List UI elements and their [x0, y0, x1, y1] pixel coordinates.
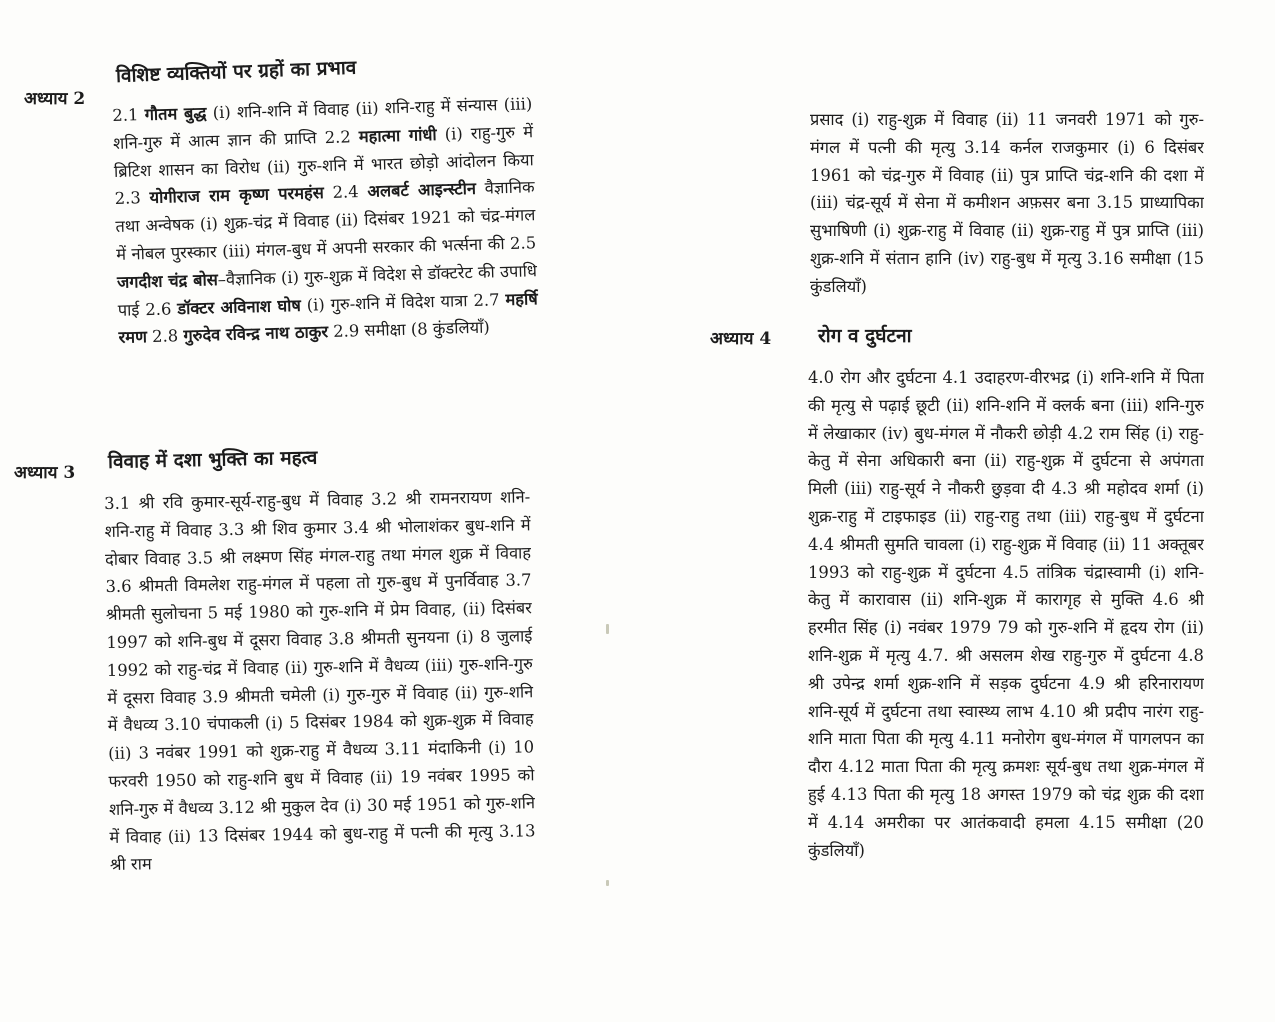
- chapter-4-label: अध्याय 4: [710, 329, 772, 349]
- person-name: अलबर्ट आइन्स्टीन: [367, 179, 477, 202]
- person-name: महर्षि रमण: [118, 288, 538, 348]
- chapter-2-body: [112, 90, 539, 352]
- person-name: जगदीश चंद्र बोस: [116, 269, 219, 292]
- chapter-2-title: विशिष्ट व्यक्तियों पर ग्रहों का प्रभाव: [115, 56, 357, 87]
- chapter-3-body-continued: प्रसाद (i) राहु-शुक्र में विवाह (ii) 11 जनवरी 1971 को गुरु-मंगल में पत्नी की मृत्यु 3.14 कर्नल राजकुमार (i) 6 दिसंबर 1961 को चंद्र-गुरु में विवाह (ii) पुत्र प्राप्ति चंद्र-शनि की दशा में (iii) चंद्र-सूर्य में सेना में कमीशन अफ़सर बना 3.15 प्राध्यापिका सुभाषिणी (i) शुक्र-राहु में विवाह (ii) शुक्र-राहु में पुत्र प्राप्ति (iii) शुक्र-शनि में संतान हानि (iv) राहु-बुध में मृत्यु 3.16 समीक्षा (15 कुंडलियाँ): [810, 110, 1204, 296]
- spine-mark: [606, 624, 609, 634]
- person-name: योगीराज राम कृष्ण परमहंस: [149, 183, 325, 208]
- body-text: वैज्ञानिक तथा अन्वेषक (i) शुक्र-चंद्र में विवाह (ii) दिसंबर 1921 को चंद्र-मंगल में नोबल पुरस्कार (iii) मंगल-बुध में अपनी सरकार की भर्त्सना की 2.5: [115, 177, 537, 264]
- person-name: डॉक्टर अविनाश घोष: [177, 295, 302, 318]
- chapter-2-label: अध्याय 2: [24, 89, 86, 109]
- body-text: 2.8: [146, 326, 184, 347]
- body-text: (i) राहु-गुरु में ब्रिटिश शासन का विरोध (ii) गुरु-शनि में भारत छोड़ो आंदोलन किया 2.3: [113, 122, 535, 209]
- body-text: 4.0 रोग और दुर्घटना 4.1 उदाहरण-वीरभद्र (i) शनि-शनि में पिता की मृत्यु से पढ़ाई छूटी (ii) शनि-शनि में क्लर्क बना (iii) शनि-गुरु में लेखाकार (iv) बुध-मंगल में नौकरी छोड़ी 4.2 राम सिंह (i) राहु-केतु में सेना अधिकारी बना (ii) राहु-शुक्र में दुर्घटना से अपंगता मिली (iii) राहु-सूर्य ने नौकरी छुड़वा दी 4.3 श्री महोदव शर्मा (i) शुक्र-राहु में टाइफाइड (ii) राहु-राहु तथा (iii) राहु-बुध में दुर्घटना 4.4 श्रीमती सुमति चावला (i) राहु-शुक्र में विवाह (ii) 11 अक्तूबर 1993 को राहु-शुक्र में दुर्घटना 4.5 तांत्रिक चंद्रास्वामी (i) शनि-केतु में कारावास (ii) शनि-शुक्र में कारागृह से मुक्ति 4.6 श्री हरमीत सिंह (i) नवंबर 1979 79 को गुरु-शनि में हृदय रोग (ii) शनि-शुक्र में मृत्यु 4.7. श्री असलम शेख राहु-गुरु में दुर्घटना 4.8 श्री उपेन्द्र शर्मा शुक्र-शनि में सड़क दुर्घटना 4.9 श्री हरिनारायण शनि-सूर्य में दुर्घटना तथा स्वास्थ्य लाभ 4.10 श्री प्रदीप नारंग राहु-शनि माता पिता की मृत्यु 4.11 मनोरोग बुध-मंगल में पागलपन का दौरा 4.12 माता पिता की मृत्यु क्रमशः सूर्य-बुध तथा शुक्र-मंगल में हुई 4.13 पिता की मृत्यु 18 अगस्त 1979 को चंद्र शुक्र की दशा में 4.14 अमरीका पर आतंकवादी हमला 4.15 समीक्षा (20 कुंडलियाँ): [808, 368, 1204, 860]
- person-name: गौतम बुद्ध: [144, 103, 207, 125]
- body-text: –वैज्ञानिक (i) गुरु-शुक्र में विदेश से डॉक्टरेट की उपाधि पाई 2.6: [117, 260, 538, 320]
- chapter-3-title: विवाह में दशा भुक्ति का महत्व: [107, 446, 318, 473]
- body-text: 2.4: [323, 182, 368, 203]
- body-text: (i) गुरु-शनि में विदेश यात्रा 2.7: [300, 289, 506, 315]
- chapter-4-body: [808, 364, 1204, 924]
- body-text: 2.9 समीक्षा (8 कुंडलियाँ): [327, 317, 490, 342]
- chapter-4-title: रोग व दुर्घटना: [818, 325, 912, 347]
- chapter-3-body: 3.1 श्री रवि कुमार-सूर्य-राहु-बुध में विवाह 3.2 श्री रामनरायण शनि-शनि-राहु में विवाह 3.3 श्री शिव कुमार 3.4 श्री भोलाशंकर बुध-शनि में दोबार विवाह 3.5 श्री लक्ष्मण सिंह मंगल-राहु तथा मंगल शुक्र में विवाह 3.6 श्रीमती विमलेश राहु-मंगल में पहला तो गुरु-बुध में पुनर्विवाह 3.7 श्रीमती सुलोचना 5 मई 1980 को गुरु-शनि में प्रेम विवाह, (ii) दिसंबर 1997 को शनि-बुध में दूसरा विवाह 3.8 श्रीमती सुनयना (i) 8 जुलाई 1992 को राहु-चंद्र में विवाह (ii) गुरु-शनि में वैधव्य (iii) गुरु-शनि-गुरु में दूसरा विवाह 3.9 श्रीमती चमेली (i) गुरु-गुरु में विवाह (ii) गुरु-शनि में वैधव्य 3.10 चंपाकली (i) 5 दिसंबर 1984 को शुक्र-शुक्र में विवाह (ii) 3 नवंबर 1991 को शुक्र-राहु में वैधव्य 3.11 मंदाकिनी (i) 10 फरवरी 1950 को राहु-शनि बुध में विवाह (ii) 19 नवंबर 1995 को शनि-गुरु में वैधव्य 3.12 श्री मुकुल देव (i) 30 मई 1951 को गुरु-शनि में विवाह (ii) 13 दिसंबर 1944 को बुध-राहु में पत्नी की मृत्यु 3.13 श्री राम: [104, 487, 536, 875]
- person-name: महात्मा गांधी: [358, 124, 437, 146]
- body-text: 2.1: [112, 105, 145, 125]
- person-name: गुरुदेव रविन्द्र नाथ ठाकुर: [183, 322, 329, 346]
- chapter-3-label: अध्याय 3: [14, 463, 76, 483]
- right-page: [640, 0, 1275, 1022]
- spine-mark: [606, 880, 609, 886]
- body-text: (i) शनि-शनि में विवाह (ii) शनि-राहु में संन्यास (iii) शनि-गुरु में आत्म ज्ञान की प्राप्ति 2.2: [112, 94, 533, 153]
